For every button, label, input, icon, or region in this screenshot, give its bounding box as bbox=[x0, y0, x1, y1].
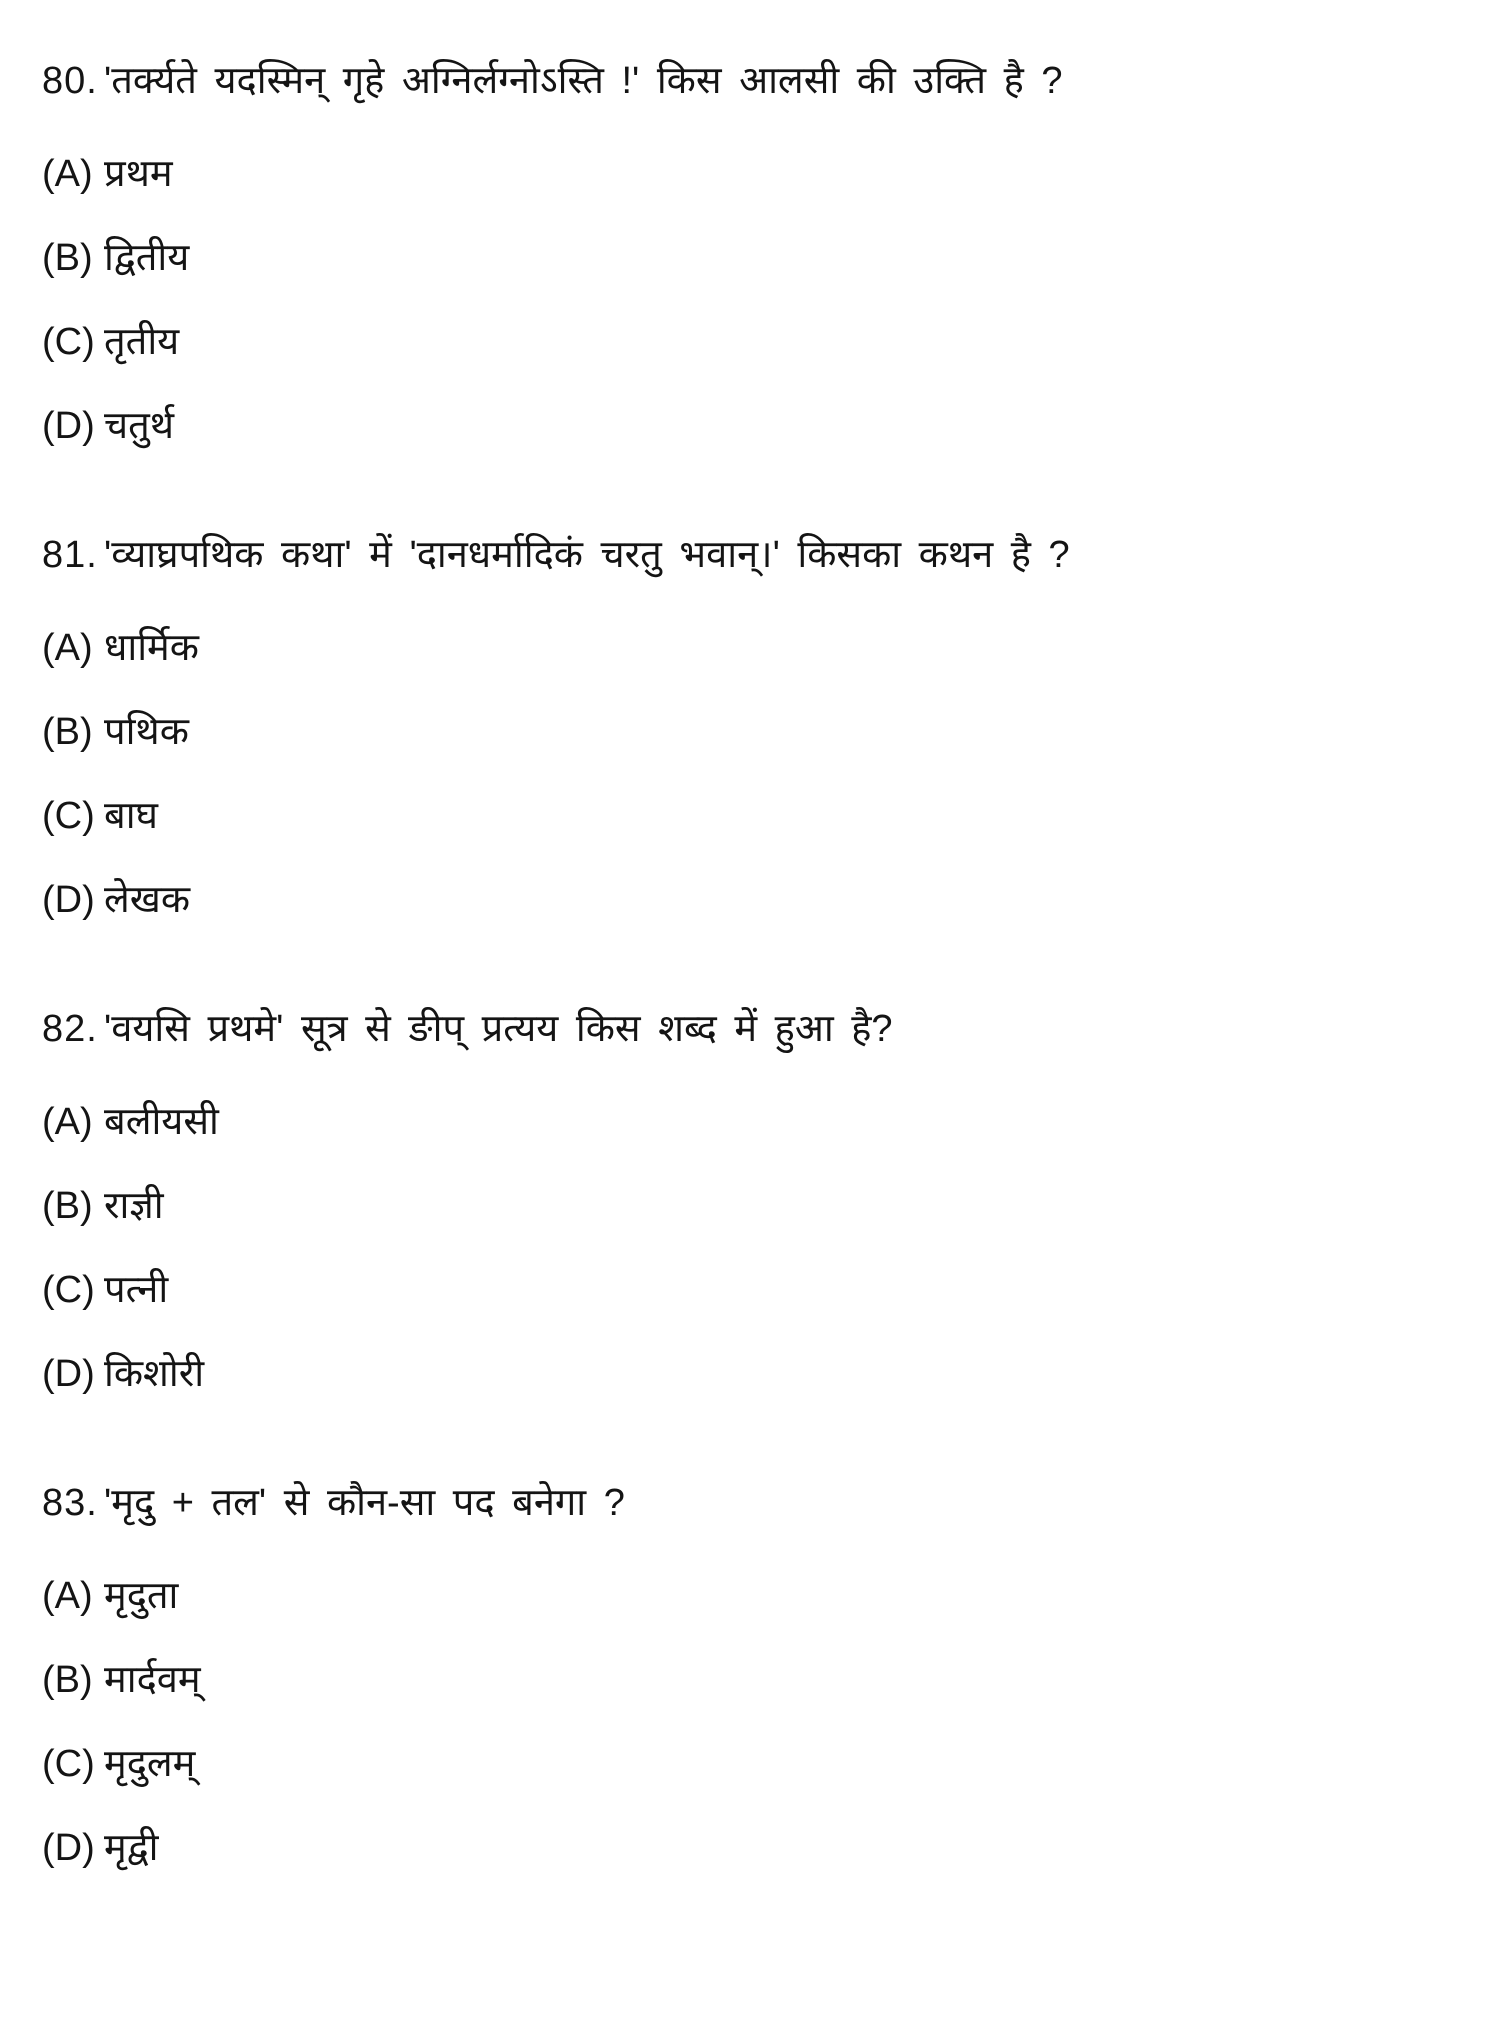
option-label: (D) bbox=[42, 1827, 95, 1869]
option-text: मृद्वी bbox=[104, 1827, 159, 1869]
question-80-line bbox=[42, 56, 1465, 106]
question-80 bbox=[42, 56, 1465, 450]
option-label: (B) bbox=[42, 237, 93, 279]
option-label: (C) bbox=[42, 321, 95, 363]
question-81-option-a bbox=[42, 624, 1465, 672]
option-text: किशोरी bbox=[104, 1353, 205, 1395]
question-82-option-b bbox=[42, 1182, 1465, 1230]
question-80-option-d bbox=[42, 402, 1465, 450]
option-text: राज्ञी bbox=[104, 1185, 164, 1227]
option-label: (A) bbox=[42, 627, 93, 669]
option-label: (D) bbox=[42, 879, 95, 921]
question-82-option-a bbox=[42, 1098, 1465, 1146]
option-label: (D) bbox=[42, 405, 95, 447]
question-text: 'मृदु + तल' से कौन-सा पद बनेगा ? bbox=[104, 1482, 625, 1524]
option-text: बाघ bbox=[104, 795, 158, 837]
question-81-option-c bbox=[42, 792, 1465, 840]
option-text: लेखक bbox=[104, 879, 191, 921]
option-text: मार्दवम् bbox=[104, 1659, 201, 1701]
option-text: तृतीय bbox=[104, 321, 180, 363]
option-label: (C) bbox=[42, 1269, 95, 1311]
option-text: मृदुलम् bbox=[104, 1743, 196, 1785]
question-number: 83. bbox=[42, 1482, 98, 1524]
question-81-line bbox=[42, 530, 1465, 580]
option-label: (C) bbox=[42, 1743, 95, 1785]
option-label: (A) bbox=[42, 1101, 93, 1143]
question-82-option-d bbox=[42, 1350, 1465, 1398]
option-text: मृदुता bbox=[104, 1575, 179, 1617]
option-text: चतुर्थ bbox=[104, 405, 175, 447]
question-81 bbox=[42, 530, 1465, 924]
question-text: 'व्याघ्रपथिक कथा' में 'दानधर्मादिकं चरतु भवान्।' किसका कथन है ? bbox=[104, 534, 1070, 576]
option-label: (D) bbox=[42, 1353, 95, 1395]
option-text: द्वितीय bbox=[104, 237, 190, 279]
question-80-option-a bbox=[42, 150, 1465, 198]
option-label: (B) bbox=[42, 1185, 93, 1227]
option-label: (B) bbox=[42, 1659, 93, 1701]
option-text: बलीयसी bbox=[104, 1101, 219, 1143]
option-text: प्रथम bbox=[104, 153, 173, 195]
question-number: 81. bbox=[42, 534, 98, 576]
question-83-option-b bbox=[42, 1656, 1465, 1704]
question-83-option-d bbox=[42, 1824, 1465, 1872]
option-label: (C) bbox=[42, 795, 95, 837]
question-83-option-a bbox=[42, 1572, 1465, 1620]
question-83 bbox=[42, 1478, 1465, 1872]
question-text: 'तर्क्यते यदस्मिन् गृहे अग्निर्लग्नोऽस्ति !' किस आलसी की उक्ति है ? bbox=[104, 60, 1063, 102]
option-label: (A) bbox=[42, 1575, 93, 1617]
question-81-option-d bbox=[42, 876, 1465, 924]
question-82-option-c bbox=[42, 1266, 1465, 1314]
question-83-option-c bbox=[42, 1740, 1465, 1788]
question-80-option-b bbox=[42, 234, 1465, 282]
option-label: (A) bbox=[42, 153, 93, 195]
question-82 bbox=[42, 1004, 1465, 1398]
question-83-line bbox=[42, 1478, 1465, 1528]
question-text: 'वयसि प्रथमे' सूत्र से ङीप् प्रत्यय किस शब्द में हुआ है? bbox=[104, 1008, 893, 1050]
option-label: (B) bbox=[42, 711, 93, 753]
option-text: पत्नी bbox=[104, 1269, 169, 1311]
question-80-option-c bbox=[42, 318, 1465, 366]
question-number: 82. bbox=[42, 1008, 98, 1050]
question-81-option-b bbox=[42, 708, 1465, 756]
question-82-line bbox=[42, 1004, 1465, 1054]
option-text: पथिक bbox=[104, 711, 189, 753]
question-number: 80. bbox=[42, 60, 98, 102]
option-text: धार्मिक bbox=[104, 627, 199, 669]
